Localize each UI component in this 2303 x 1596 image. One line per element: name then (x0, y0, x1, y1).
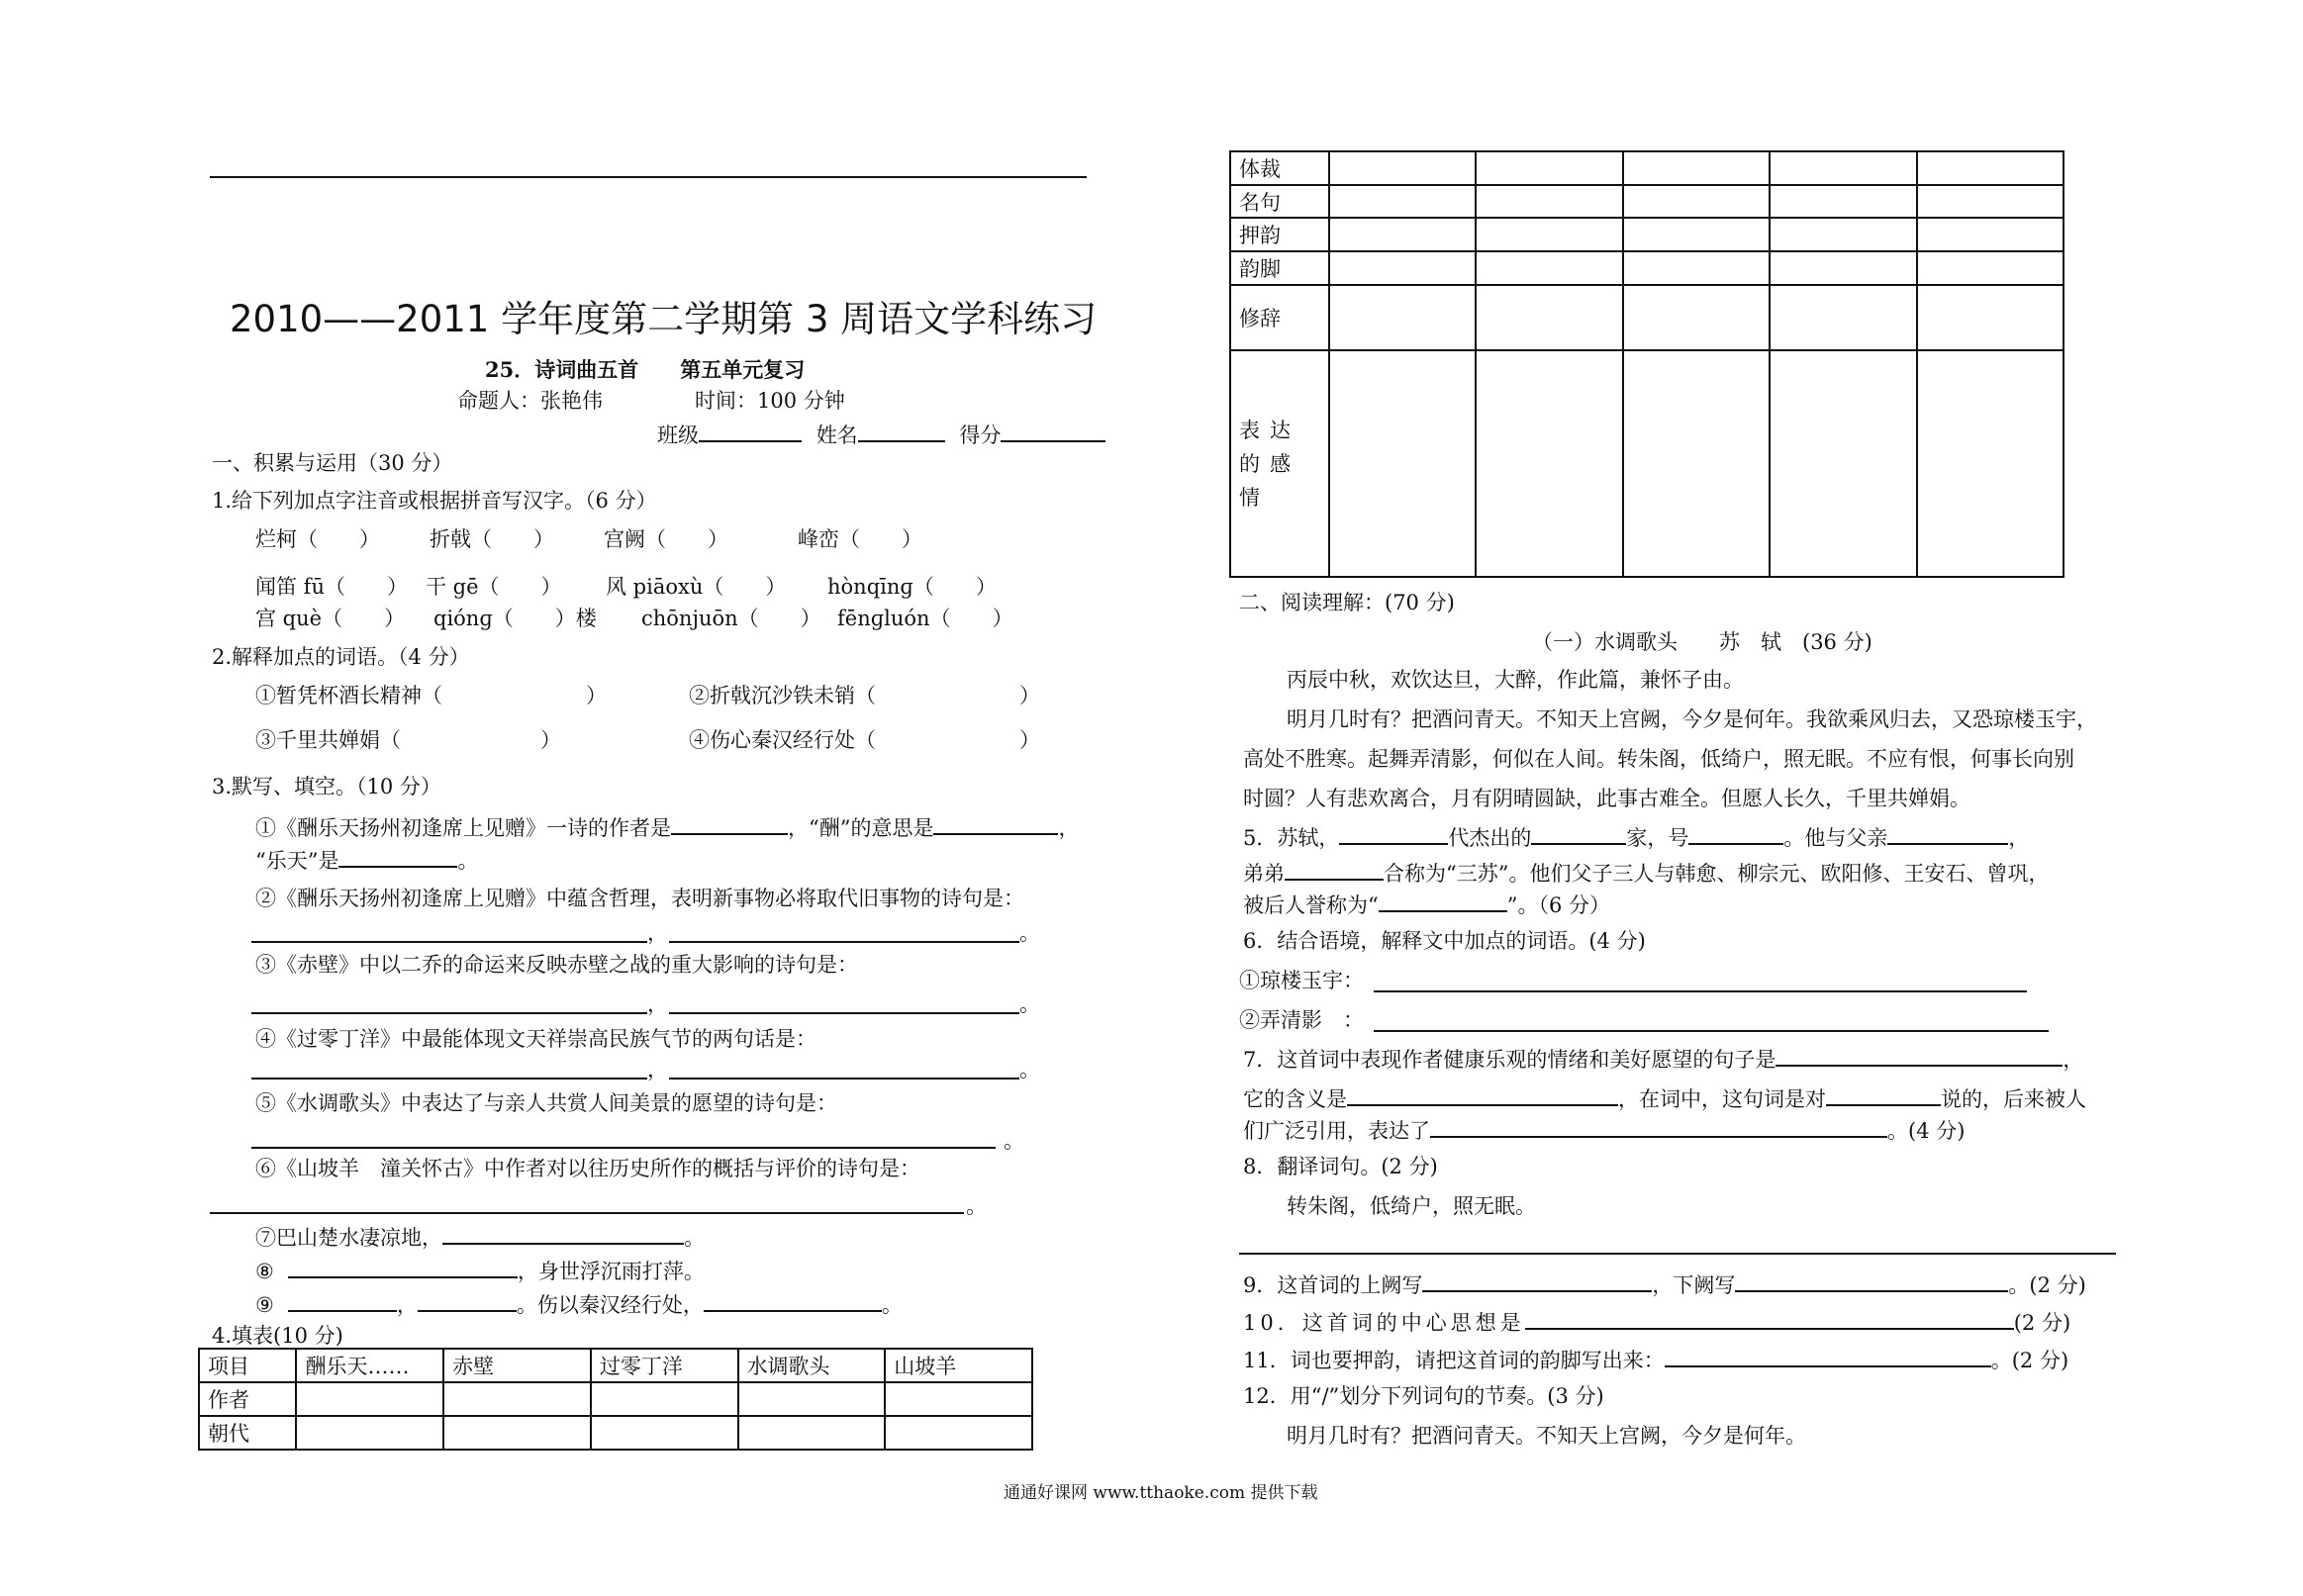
fill-table-header-poem-3: 过零丁洋 (591, 1349, 738, 1382)
q3-1-period: 。 (457, 849, 479, 873)
q3-1-text-a: ①《酬乐天扬州初逢席上见赠》一诗的作者是 (255, 816, 671, 840)
analysis-row-rhetoric: 修辞 (1230, 285, 1329, 350)
analysis-row-famous-line: 名句 (1230, 185, 1329, 218)
q3-4-blank-b[interactable] (669, 1078, 1019, 1080)
q7-text-a: 7．这首词中表现作者健康乐观的情绪和美好愿望的句子是 (1243, 1048, 1776, 1072)
q1-row2-item-4: hònqīnɡ（ ） (827, 575, 997, 599)
q9-text-b: ，下阙写 (1652, 1273, 1736, 1297)
q2-item-2: ②折戟沉沙铁未销（ (689, 684, 876, 707)
q3-9-number: ⑨ (255, 1293, 274, 1317)
analysis-row-rhyme-feet: 韵脚 (1230, 251, 1329, 285)
class-label: 班级 (657, 423, 699, 447)
q7-target-blank[interactable] (1826, 1084, 1941, 1106)
analysis-cell[interactable] (1329, 151, 1476, 185)
q5-father-blank[interactable] (1887, 823, 2008, 845)
question-5-cont2 (1243, 891, 1610, 918)
q3-6-period: 。 (966, 1194, 987, 1218)
fill-table-cell[interactable] (296, 1382, 443, 1416)
analysis-cell[interactable] (1329, 218, 1476, 251)
q10-blank[interactable] (1525, 1308, 2014, 1330)
q3-9-text: 。伤以秦汉经行处， (516, 1293, 704, 1317)
analysis-cell[interactable] (1476, 285, 1622, 350)
q8-text: 转朱阁，低绮户，照无眠。 (1287, 1194, 1536, 1218)
fill-table-cell[interactable] (591, 1382, 738, 1416)
q3-9-blank-a[interactable] (288, 1290, 397, 1312)
fill-table-header-poem-4: 水调歌头 (738, 1349, 886, 1382)
q3-2-blank-a[interactable] (251, 941, 647, 943)
q3-2-comma: ， (647, 921, 668, 945)
analysis-row-rhyme: 押韵 (1230, 218, 1329, 251)
q2-item-3: ③千里共婵娟（ (255, 728, 401, 752)
analysis-cell[interactable] (1917, 185, 2063, 218)
question-7 (1243, 1045, 2083, 1073)
q6-item-1: ①琼楼玉宇： (1239, 969, 1364, 992)
q2-item-1-close: ） (586, 684, 607, 707)
q3-9-blank-c[interactable] (704, 1290, 882, 1312)
fill-table (198, 1348, 1033, 1451)
q1-row3-item-1: 宫 què（ ） (255, 607, 406, 630)
fill-table-cell[interactable] (591, 1416, 738, 1450)
q3-item-7 (255, 1223, 705, 1251)
question-7-cont (1243, 1084, 2086, 1112)
analysis-cell[interactable] (1770, 218, 1916, 251)
q3-1-author-blank[interactable] (671, 813, 788, 835)
analysis-cell[interactable] (1476, 185, 1622, 218)
time-label: 时间：100 分钟 (695, 389, 845, 413)
q7-sentence-blank[interactable] (1775, 1045, 2063, 1067)
q7-meaning-blank[interactable] (1347, 1084, 1618, 1106)
q3-4-comma: ， (647, 1058, 668, 1081)
q12-text: 明月几时有？把酒问青天。不知天上宫阙，今夕是何年。 (1287, 1424, 1806, 1448)
q3-3-comma: ， (647, 992, 668, 1016)
q2-item-3-close: ） (540, 728, 561, 752)
q5-alias-blank[interactable] (1688, 823, 1783, 845)
section-2-heading: 二、阅读理解：(70 分) (1239, 591, 1455, 614)
q1-row1-item-3: 宫阙（ ） (604, 527, 728, 551)
question-6: 6．结合语境，解释文中加点的词语。(4 分) (1243, 929, 1646, 953)
q5-text-b: 代杰出的 (1448, 826, 1532, 850)
fill-table-header-poem-1: 酬乐天…… (296, 1349, 443, 1382)
q3-1-text-c: “乐天”是 (255, 849, 339, 873)
q1-row2-item-1: 闻笛 fū（ ） (255, 575, 408, 599)
q5-text-f: 合称为“三苏”。他们父子三人与韩愈、柳宗元、欧阳修、王安石、曾巩， (1384, 862, 2050, 886)
fill-table-cell[interactable] (738, 1382, 886, 1416)
question-11 (1243, 1346, 2068, 1373)
q2-item-1: ①暂凭杯酒长精神（ (255, 684, 442, 707)
analysis-cell[interactable] (1623, 185, 1770, 218)
section-1-heading: 一、积累与运用（30 分） (212, 451, 453, 475)
analysis-cell[interactable] (1329, 185, 1476, 218)
analysis-cell[interactable] (1917, 251, 2063, 285)
q1-row2-item-3: 风 piāoxù（ ） (606, 575, 787, 599)
q3-6-blank[interactable] (210, 1212, 964, 1214)
q3-item-3: ③《赤壁》中以二乔的命运来反映赤壁之战的重大影响的诗句是： (255, 953, 858, 977)
q5-text-h: ”。（6 分） (1506, 893, 1611, 917)
q3-8-text: ，身世浮沉雨打萍。 (517, 1260, 705, 1283)
fill-table-header-poem-5: 山坡羊 (885, 1349, 1032, 1382)
q3-item-6: ⑥《山坡羊 潼关怀古》中作者对以往历史所作的概括与评价的诗句是： (255, 1157, 920, 1180)
analysis-cell[interactable] (1623, 350, 1770, 577)
q3-9-period: 。 (881, 1293, 903, 1317)
class-name-score-row (657, 421, 1105, 448)
q7-text-c: ，在词中，这句词是对 (1618, 1087, 1826, 1111)
analysis-cell[interactable] (1476, 251, 1622, 285)
q3-1-letian-blank[interactable] (338, 846, 457, 868)
q5-brother-blank[interactable] (1285, 859, 1384, 881)
analysis-cell[interactable] (1329, 285, 1476, 350)
q10-text-b: (2 分) (2013, 1311, 2071, 1335)
analysis-cell[interactable] (1476, 218, 1622, 251)
fill-table-cell[interactable] (738, 1416, 886, 1450)
q1-row1-item-4: 峰峦（ ） (798, 527, 922, 551)
q2-item-4: ④伤心秦汉经行处（ (689, 728, 876, 752)
q3-4-blank-a[interactable] (251, 1078, 647, 1080)
analysis-cell[interactable] (1329, 251, 1476, 285)
q3-9-comma: ， (396, 1293, 418, 1317)
question-4: 4.填表(10 分) (212, 1324, 343, 1348)
poem-preface: 丙辰中秋，欢饮达旦，大醉，作此篇，兼怀子由。 (1287, 668, 1744, 692)
page-title: 2010——2011 学年度第二学期第 3 周语文学科练习 (230, 298, 1098, 340)
analysis-cell[interactable] (1770, 185, 1916, 218)
q5-text-e: 弟弟 (1243, 862, 1285, 886)
q3-3-blank-b[interactable] (669, 1012, 1019, 1014)
q3-4-period: 。 (1019, 1058, 1040, 1081)
q1-row1-item-1: 烂柯（ ） (255, 527, 380, 551)
poem-analysis-table (1229, 150, 2064, 578)
q10-text-a: 10．这首词的中心思想是 (1243, 1311, 1525, 1335)
q1-row2-item-2: 干 gē（ ） (426, 575, 562, 599)
class-field[interactable] (699, 421, 802, 442)
q8-answer-line[interactable] (1239, 1253, 2116, 1255)
fill-table-cell[interactable] (885, 1382, 1032, 1416)
question-2: 2.解释加点的词语。（4 分） (212, 645, 470, 669)
q3-item-8 (255, 1257, 705, 1284)
q2-item-4-close: ） (1019, 728, 1040, 752)
q9-upper-blank[interactable] (1422, 1270, 1652, 1292)
q5-dynasty-blank[interactable] (1339, 823, 1448, 845)
analysis-cell[interactable] (1476, 151, 1622, 185)
question-9 (1243, 1270, 2086, 1298)
q1-row1-item-2: 折戟（ ） (430, 527, 554, 551)
q3-7-period: 。 (684, 1226, 705, 1250)
top-rule (210, 176, 1087, 178)
name-field[interactable] (858, 421, 945, 442)
q3-item-1-cont (255, 846, 478, 874)
analysis-cell[interactable] (1623, 218, 1770, 251)
q3-2-blank-b[interactable] (669, 941, 1019, 943)
q7-expression-blank[interactable] (1430, 1116, 1887, 1138)
q9-lower-blank[interactable] (1735, 1270, 2008, 1292)
q5-text-g: 被后人誉称为“ (1243, 893, 1379, 917)
q3-7-blank[interactable] (442, 1223, 684, 1245)
q3-2-period: 。 (1019, 921, 1040, 945)
q9-text-c: 。(2 分) (2008, 1273, 2086, 1297)
q3-item-9 (255, 1290, 903, 1318)
q3-3-period: 。 (1019, 992, 1040, 1016)
q3-item-4: ④《过零丁洋》中最能体现文天祥崇高民族气节的两句话是： (255, 1027, 816, 1051)
poem-line-1: 明月几时有？把酒问青天。不知天上宫阙，今夕是何年。我欲乘风归去，又恐琼楼玉宇， (1287, 707, 2097, 731)
score-field[interactable] (1001, 421, 1105, 442)
q6-item-2: ②弄清影 ： (1239, 1008, 1364, 1032)
q3-item-5: ⑤《水调歌头》中表达了与亲人共赏人间美景的愿望的诗句是： (255, 1091, 837, 1115)
analysis-cell[interactable] (1623, 285, 1770, 350)
analysis-cell[interactable] (1770, 151, 1916, 185)
q6-item-2-blank[interactable] (1374, 1030, 2049, 1032)
analysis-cell[interactable] (1623, 151, 1770, 185)
fill-table-header-poem-2: 赤壁 (443, 1349, 591, 1382)
name-label: 姓名 (816, 423, 858, 447)
q5-text-c: 家，号 (1626, 826, 1689, 850)
q3-5-period: 。 (1004, 1129, 1024, 1153)
question-1: 1.给下列加点字注音或根据拼音写汉字。（6 分） (212, 489, 657, 513)
fill-table-row-dynasty: 朝代 (199, 1416, 296, 1450)
q7-comma: ， (2063, 1048, 2084, 1072)
q11-text-b: 。(2 分) (1990, 1349, 2069, 1372)
analysis-cell[interactable] (1770, 285, 1916, 350)
q5-text-d: 。他与父亲 (1783, 826, 1888, 850)
q7-text-f: 。(4 分) (1887, 1119, 1966, 1143)
question-5-cont (1243, 859, 2049, 887)
analysis-cell[interactable] (1917, 350, 2063, 577)
analysis-row-emotion: 表达的感情 (1230, 350, 1329, 577)
q5-profession-blank[interactable] (1531, 823, 1626, 845)
score-label: 得分 (959, 423, 1002, 447)
poem-title: （一）水调歌头 苏 轼 (36 分) (1532, 630, 1872, 654)
fill-table-row-author: 作者 (199, 1382, 296, 1416)
analysis-cell[interactable] (1917, 151, 2063, 185)
q3-9-blank-b[interactable] (418, 1290, 517, 1312)
question-3: 3.默写、填空。（10 分） (212, 775, 441, 798)
q7-text-d: 说的，后来被人 (1941, 1087, 2086, 1111)
q3-5-blank[interactable] (251, 1147, 996, 1149)
question-5 (1243, 823, 2029, 851)
analysis-cell[interactable] (1770, 251, 1916, 285)
q3-8-blank[interactable] (288, 1257, 518, 1278)
q1-row3-item-4: fēnɡluón（ ） (837, 607, 1013, 630)
poem-line-2: 高处不胜寒。起舞弄清影，何似在人间。转朱阁，低绮户，照无眠。不应有恨，何事长向别 (1243, 747, 2074, 771)
q3-8-number: ⑧ (255, 1260, 274, 1283)
q2-item-2-close: ） (1019, 684, 1040, 707)
question-12: 12．用“/”划分下列词句的节奏。(3 分) (1243, 1384, 1604, 1408)
fill-table-cell[interactable] (296, 1416, 443, 1450)
analysis-cell[interactable] (1476, 350, 1622, 577)
question-10 (1243, 1308, 2070, 1336)
footer-credit: 通通好课网 www.tthaoke.com 提供下载 (1004, 1483, 1318, 1503)
q11-blank[interactable] (1665, 1346, 1991, 1367)
fill-table-cell[interactable] (885, 1416, 1032, 1450)
q5-text-a: 5．苏轼， (1243, 826, 1340, 850)
poem-line-3: 时圆？人有悲欢离合，月有阴晴圆缺，此事古难全。但愿人长久，千里共婵娟。 (1243, 787, 1970, 810)
q6-item-1-blank[interactable] (1374, 990, 2027, 992)
question-7-cont2 (1243, 1116, 1965, 1144)
q3-3-blank-a[interactable] (251, 1012, 647, 1014)
q5-comma: ， (2008, 826, 2030, 850)
analysis-cell[interactable] (1917, 285, 2063, 350)
q9-text-a: 9．这首词的上阙写 (1243, 1273, 1423, 1297)
q3-1-text-b: ，“酬”的意思是 (788, 816, 934, 840)
fill-table-header-item: 项目 (199, 1349, 296, 1382)
fill-table-cell[interactable] (443, 1382, 591, 1416)
analysis-cell[interactable] (1623, 251, 1770, 285)
q3-7-text: ⑦巴山楚水凄凉地， (255, 1226, 442, 1250)
q3-item-1 (255, 813, 1079, 841)
q7-text-e: 们广泛引用，表达了 (1243, 1119, 1430, 1143)
analysis-cell[interactable] (1770, 350, 1916, 577)
q1-row3-item-3: chōnjuōn（ ） (641, 607, 821, 630)
fill-table-cell[interactable] (443, 1416, 591, 1450)
q7-text-b: 它的含义是 (1243, 1087, 1347, 1111)
analysis-cell[interactable] (1917, 218, 2063, 251)
question-8: 8．翻译词句。(2 分) (1243, 1155, 1438, 1178)
q5-title-blank[interactable] (1379, 891, 1507, 912)
analysis-row-genre: 体裁 (1230, 151, 1329, 185)
q3-1-meaning-blank[interactable] (933, 813, 1058, 835)
q11-text-a: 11．词也要押韵，请把这首词的韵脚写出来： (1243, 1349, 1665, 1372)
subtitle: 25．诗词曲五首 第五单元复习 (485, 357, 806, 382)
q1-row3-item-2: qiónɡ（ ）楼 (433, 607, 597, 630)
q3-1-comma: ， (1058, 816, 1080, 840)
q3-item-2: ②《酬乐天扬州初逢席上见赠》中蕴含哲理，表明新事物必将取代旧事物的诗句是： (255, 887, 1024, 910)
author-label: 命题人：张艳伟 (457, 389, 603, 413)
analysis-cell[interactable] (1329, 350, 1476, 577)
